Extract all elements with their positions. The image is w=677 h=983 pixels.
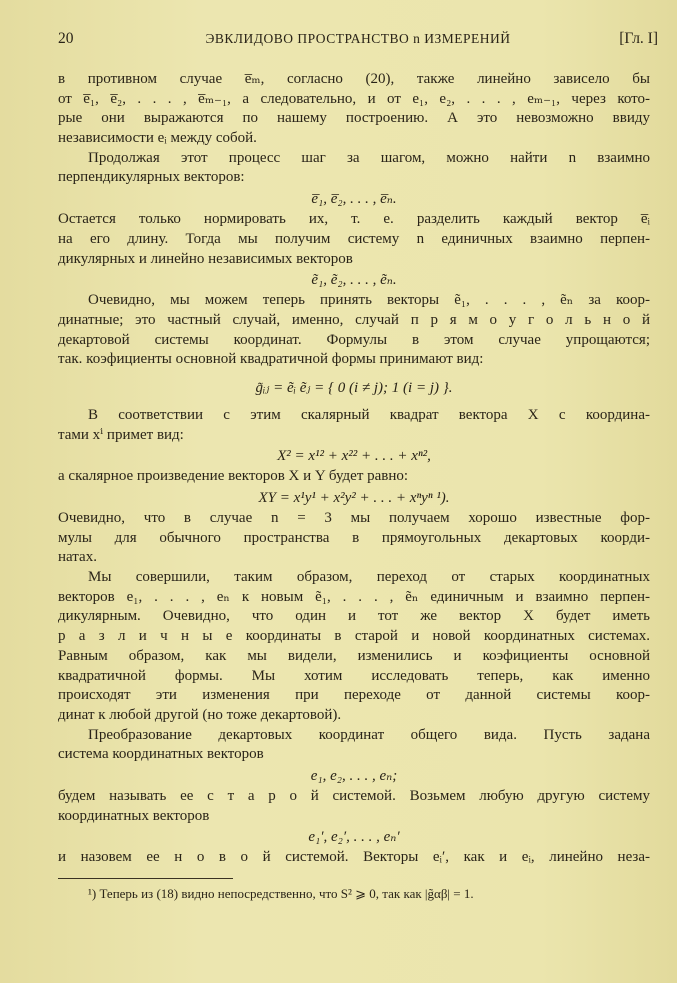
formula-line: X² = x¹² + x²² + . . . + xⁿ²,	[277, 448, 431, 465]
text-line: на его длину. Тогда мы получим систему n единичных взаимно перпен-	[58, 230, 650, 247]
text-line: р а з л и ч н ы е координаты в старой и новой координатных системах.	[58, 628, 650, 645]
text-line: Очевидно, мы можем теперь принять векторы ẽ₁, . . . , ẽₙ за коор-	[88, 292, 650, 309]
text-line: Продолжая этот процесс шаг за шагом, можно найти n взаимно	[88, 149, 650, 166]
text-line: происходят эти изменения при переходе от данной системы коор-	[58, 687, 650, 704]
text-line: мулы для обычного пространства в прямоугольных декартовых коорди-	[58, 529, 650, 546]
text-lines	[58, 70, 650, 868]
text-line: динатные; это частный случай, именно, случай п р я м о у г о л ь н о й	[58, 311, 650, 328]
chapter-label: [Гл. I]	[619, 30, 658, 47]
text-line: и назовем ее н о в о й системой. Векторы eᵢ′, как и eᵢ, линейно неза-	[58, 849, 650, 866]
text-line: динат к любой другой (но тоже декартовой).	[58, 706, 342, 723]
text-line: дикулярным. Очевидно, что один и тот же вектор X будет иметь	[58, 608, 650, 625]
text-line: координатных векторов	[58, 807, 210, 824]
text-line: векторов e₁, . . . , eₙ к новым ẽ₁, . . . , ẽₙ единичным и взаимно перпен-	[58, 588, 650, 605]
text-line: от e̅₁, e̅₂, . . . , e̅ₘ₋₁, а следовательно, и от e₁, e₂, . . . , eₘ₋₁, через кото-	[58, 90, 650, 107]
formula-line: e̅₁, e̅₂, . . . , e̅ₙ.	[311, 191, 397, 208]
page-number: 20	[58, 30, 74, 47]
text-line: перпендикулярных векторов:	[58, 169, 245, 186]
text-line: а скалярное произведение векторов X и Y будет равно:	[58, 468, 409, 485]
text-line: Остается только нормировать их, т. е. разделить каждый вектор e̅ᵢ	[58, 211, 650, 228]
text-line: так. коэфициенты основной квадратичной формы принимают вид:	[58, 351, 484, 368]
text-line: Равным образом, как мы видели, изменились и коэфициенты основной	[58, 647, 650, 664]
text-line: Очевидно, что в случае n = 3 мы получаем хорошо известные фор-	[58, 510, 650, 526]
page-header	[58, 30, 658, 50]
text-line: дикулярных и линейно независимых векторов	[58, 250, 353, 267]
text-line: будем называть ее с т а р о й системой. Возьмем любую другую систему	[58, 787, 650, 804]
footnote: ¹) Теперь из (18) видно непосредственно, что S² ⩾ 0, так как |g̃αβ| = 1.	[88, 886, 474, 901]
text-line: В соответствии с этим скалярный квадрат вектора X с координа-	[88, 406, 650, 423]
formula-line: g̃ᵢⱼ = ẽᵢ ẽⱼ = { 0 (i ≠ j); 1 (i = j) }.	[255, 379, 453, 396]
text-line: Мы совершили, таким образом, переход от старых координатных	[88, 569, 650, 586]
body-text	[58, 70, 650, 903]
running-title: ЭВКЛИДОВО ПРОСТРАНСТВО n ИЗМЕРЕНИЙ	[205, 31, 511, 46]
text-line: система координатных векторов	[58, 746, 264, 763]
formula-line: e₁′, e₂′, . . . , eₙ′	[308, 829, 400, 846]
formula-line: ẽ₁, ẽ₂, . . . , ẽₙ.	[311, 272, 397, 289]
text-line: Преобразование декартовых координат общего вида. Пусть задана	[88, 726, 650, 743]
text-line: квадратичной формы. Мы хотим исследовать теперь, как именно	[58, 667, 650, 684]
formula-line: e₁, e₂, . . . , eₙ;	[310, 767, 398, 784]
text-line: тами xⁱ примет вид:	[58, 426, 184, 443]
text-line: натах.	[58, 549, 97, 566]
formula-line: XY = x¹y¹ + x²y² + . . . + xⁿyⁿ ¹).	[258, 490, 450, 506]
text-line: рые они выражаются по нашему построению. А это невозможно ввиду	[58, 110, 650, 127]
footnote-rule	[58, 878, 233, 879]
text-line: независимости eᵢ между собой.	[58, 130, 257, 147]
text-line: в противном случае e̅ₘ, согласно (20), также линейно зависело бы	[58, 71, 650, 87]
text-line: декартовой системы координат. Формулы в этом случае упрощаются;	[58, 331, 650, 348]
